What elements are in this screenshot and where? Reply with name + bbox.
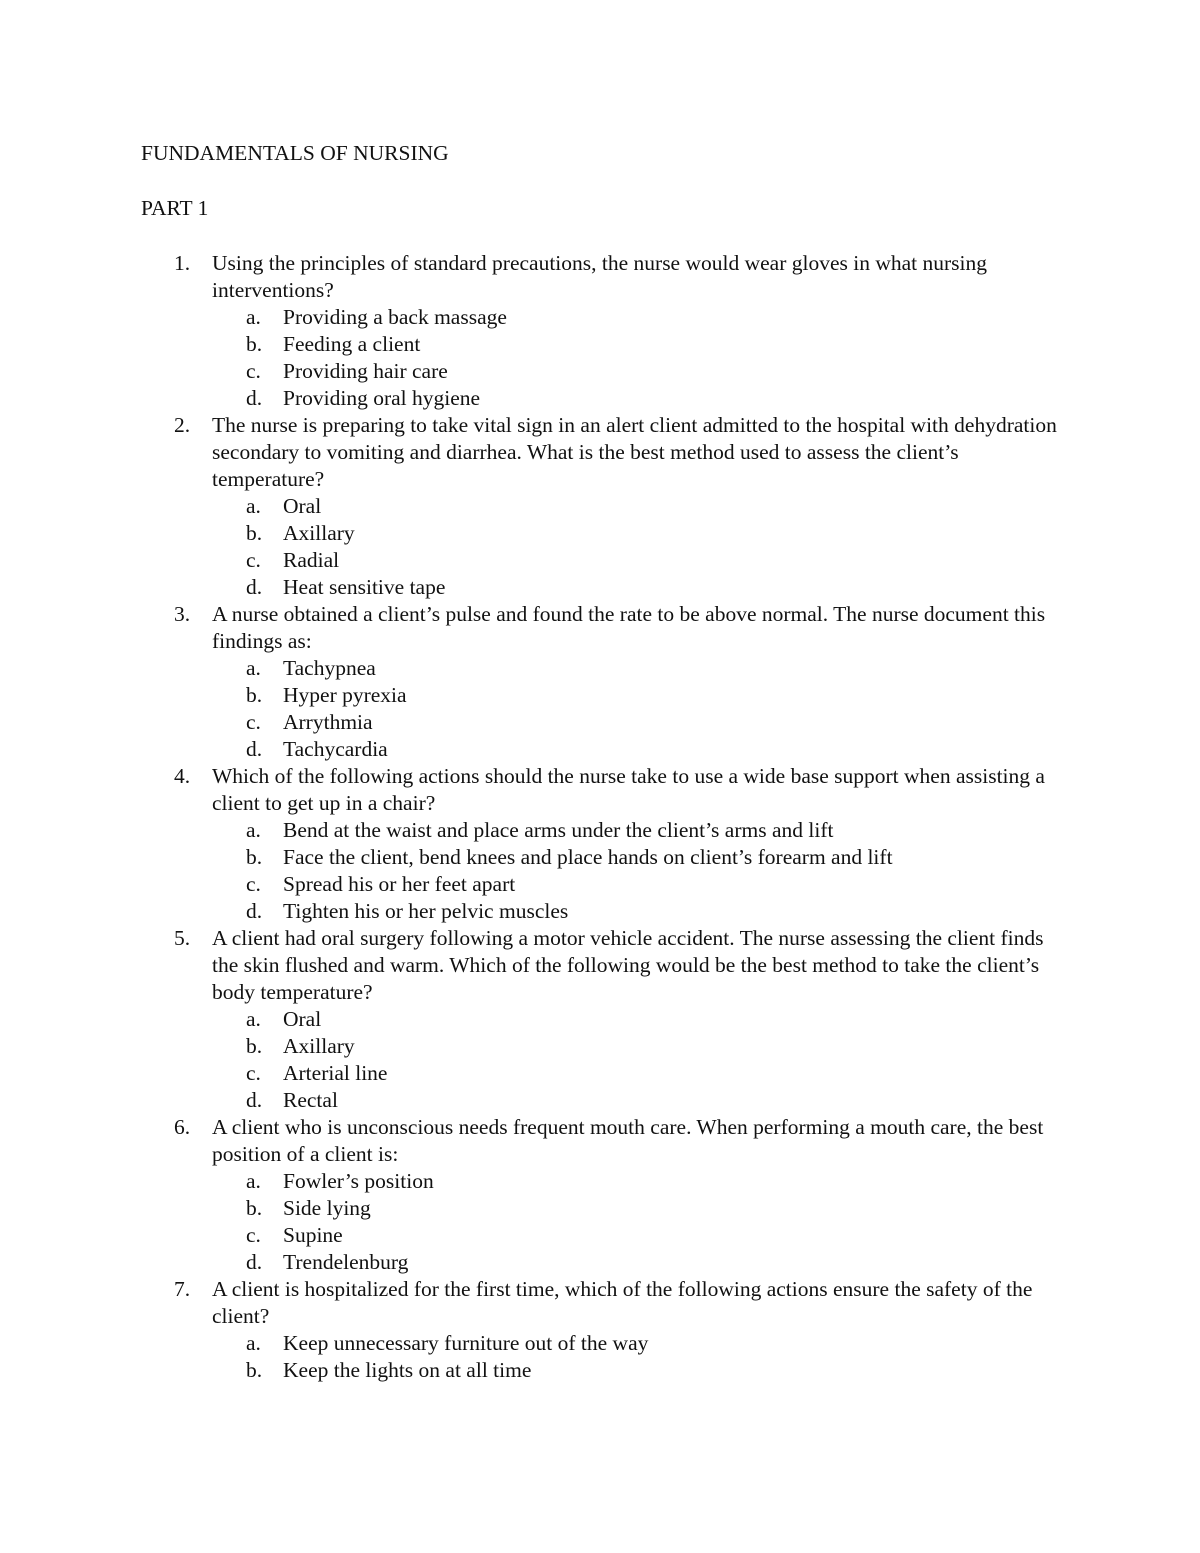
question-number: 6. (174, 1114, 191, 1139)
option-text: Axillary (283, 520, 355, 545)
option-letter: b. (246, 844, 263, 869)
answer-option (212, 1033, 1060, 1060)
option-text: Providing a back massage (283, 304, 507, 329)
option-letter: b. (246, 520, 263, 545)
question-text: A client who is unconscious needs frequent mouth care. When performing a mouth care, the best position of a client is: (212, 1114, 1044, 1166)
answer-option (212, 1168, 1060, 1195)
option-letter: a. (246, 304, 261, 329)
answer-option (212, 1249, 1060, 1276)
option-list (212, 655, 1060, 763)
answer-option (212, 736, 1060, 763)
option-letter: c. (246, 1060, 261, 1085)
answer-option (212, 1195, 1060, 1222)
option-list (212, 1330, 1060, 1384)
option-letter: c. (246, 547, 261, 572)
option-list (212, 493, 1060, 601)
answer-option (212, 898, 1060, 925)
option-text: Heat sensitive tape (283, 574, 446, 599)
option-list (212, 1006, 1060, 1114)
option-letter: a. (246, 1006, 261, 1031)
option-letter: d. (246, 574, 263, 599)
answer-option (212, 1222, 1060, 1249)
option-text: Arrythmia (283, 709, 373, 734)
option-letter: b. (246, 331, 263, 356)
question-text: A client is hospitalized for the first time, which of the following actions ensure the safety of the client? (212, 1276, 1033, 1328)
answer-option (212, 358, 1060, 385)
answer-option (212, 1006, 1060, 1033)
option-text: Tachycardia (283, 736, 388, 761)
question-item (0, 1276, 1200, 1384)
option-text: Arterial line (283, 1060, 388, 1085)
option-letter: d. (246, 736, 263, 761)
part-heading: PART 1 (141, 196, 209, 220)
question-text: The nurse is preparing to take vital sign in an alert client admitted to the hospital with dehydration secondary to vomiting and diarrhea. What is the best method used to assess the client’s temperature? (212, 412, 1057, 491)
option-text: Radial (283, 547, 340, 572)
answer-option (212, 1357, 1060, 1384)
question-item (0, 1114, 1200, 1276)
option-text: Tighten his or her pelvic muscles (283, 898, 569, 923)
question-item (0, 412, 1200, 601)
option-text: Oral (283, 493, 322, 518)
answer-option (212, 709, 1060, 736)
option-letter: d. (246, 898, 263, 923)
option-letter: d. (246, 1249, 263, 1274)
option-letter: b. (246, 1357, 263, 1382)
answer-option (212, 493, 1060, 520)
question-text: A nurse obtained a client’s pulse and found the rate to be above normal. The nurse document this findings as: (212, 601, 1046, 653)
question-number: 2. (174, 412, 191, 437)
option-list (212, 304, 1060, 412)
option-letter: c. (246, 358, 261, 383)
option-list (212, 817, 1060, 925)
option-letter: a. (246, 817, 261, 842)
option-text: Keep unnecessary furniture out of the way (283, 1330, 649, 1355)
question-item (0, 925, 1200, 1114)
option-text: Trendelenburg (283, 1249, 409, 1274)
question-item (0, 250, 1200, 412)
answer-option (212, 574, 1060, 601)
document-title: FUNDAMENTALS OF NURSING (141, 141, 449, 165)
option-letter: a. (246, 1330, 261, 1355)
answer-option (212, 871, 1060, 898)
option-text: Side lying (283, 1195, 371, 1220)
answer-option (212, 520, 1060, 547)
question-text: A client had oral surgery following a motor vehicle accident. The nurse assessing the client finds the skin flushed and warm. Which of the following would be the best method to take the client’s body temperature? (212, 925, 1044, 1004)
question-number: 1. (174, 250, 191, 275)
answer-option (212, 1330, 1060, 1357)
option-text: Axillary (283, 1033, 355, 1058)
option-letter: b. (246, 1195, 263, 1220)
option-letter: a. (246, 655, 261, 680)
option-text: Keep the lights on at all time (283, 1357, 532, 1382)
option-text: Spread his or her feet apart (283, 871, 516, 896)
option-text: Providing oral hygiene (283, 385, 481, 410)
option-text: Tachypnea (283, 655, 376, 680)
option-text: Providing hair care (283, 358, 448, 383)
answer-option (212, 1087, 1060, 1114)
option-letter: c. (246, 1222, 261, 1247)
option-list (212, 1168, 1060, 1276)
question-number: 7. (174, 1276, 191, 1301)
answer-option (212, 817, 1060, 844)
option-text: Bend at the waist and place arms under the client’s arms and lift (283, 817, 834, 842)
option-letter: a. (246, 493, 261, 518)
option-letter: d. (246, 385, 263, 410)
option-letter: b. (246, 682, 263, 707)
option-letter: c. (246, 871, 261, 896)
answer-option (212, 655, 1060, 682)
option-text: Rectal (283, 1087, 338, 1112)
option-text: Face the client, bend knees and place hands on client’s forearm and lift (283, 844, 893, 869)
question-item (0, 601, 1200, 763)
option-letter: b. (246, 1033, 263, 1058)
question-text: Using the principles of standard precautions, the nurse would wear gloves in what nursing interventions? (212, 250, 988, 302)
question-list (0, 250, 1200, 1384)
answer-option (212, 385, 1060, 412)
option-text: Fowler’s position (283, 1168, 434, 1193)
option-letter: c. (246, 709, 261, 734)
option-text: Hyper pyrexia (283, 682, 407, 707)
option-text: Feeding a client (283, 331, 421, 356)
option-text: Supine (283, 1222, 343, 1247)
question-number: 4. (174, 763, 191, 788)
question-text: Which of the following actions should the nurse take to use a wide base support when assisting a client to get up in a chair? (212, 763, 1045, 815)
question-item (0, 763, 1200, 925)
option-letter: d. (246, 1087, 263, 1112)
answer-option (212, 1060, 1060, 1087)
question-number: 3. (174, 601, 191, 626)
answer-option (212, 331, 1060, 358)
option-text: Oral (283, 1006, 322, 1031)
question-number: 5. (174, 925, 191, 950)
answer-option (212, 682, 1060, 709)
option-letter: a. (246, 1168, 261, 1193)
answer-option (212, 304, 1060, 331)
answer-option (212, 844, 1060, 871)
answer-option (212, 547, 1060, 574)
